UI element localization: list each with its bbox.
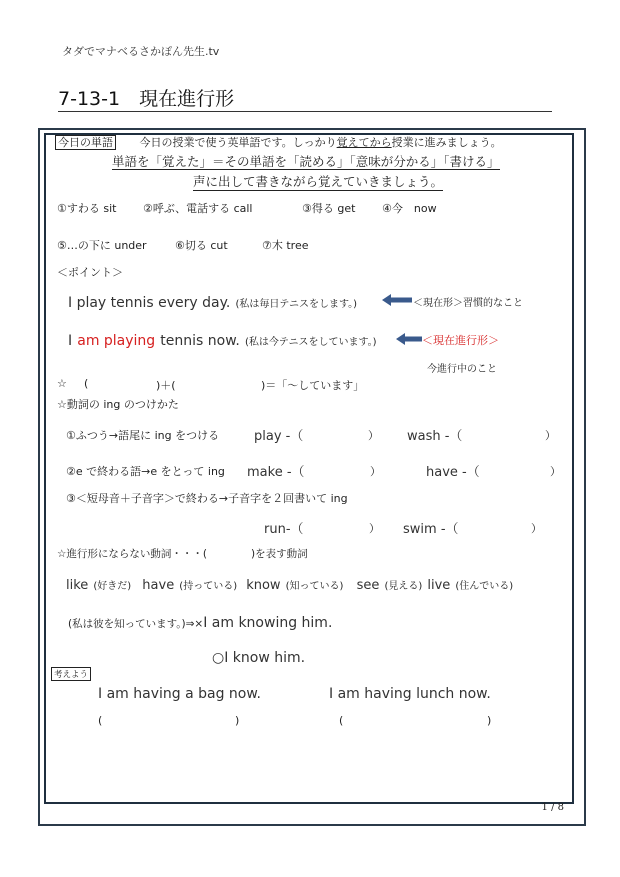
rule-3: ③＜短母音＋子音字＞で終わる→子音字を２回書いて ing [66, 492, 348, 505]
wrong-example-en: I am knowing him. [203, 615, 333, 631]
example-prog-ja: (私は今テニスをしています。) [244, 337, 377, 348]
rule2-have: have -（ [426, 465, 480, 480]
page-title: 7-13-1 現在進行形 [58, 88, 235, 110]
rule1-wash: wash -（ [407, 429, 463, 444]
intro-line2-meaning: 意味が分かる [355, 154, 431, 169]
progressive-note-2: 今進行中のこと [427, 364, 497, 375]
vocab-get: ③得る get [302, 202, 356, 215]
page-number: 1 / 8 [541, 802, 564, 813]
formula-star: ☆ [57, 377, 67, 390]
progressive-note: ＜現在進行形＞ [422, 334, 499, 347]
rule3-run-close: ） [369, 522, 380, 535]
rule3-run: run-（ [264, 522, 304, 537]
rule-2: ②e で終わる語→e をとって ing [66, 465, 225, 478]
example-prog-i: I [68, 333, 73, 349]
think-answer-2-close: ) [487, 714, 492, 727]
rule-1: ①ふつう→語尾に ing をつける [66, 429, 220, 442]
site-name: タダでマナベるさかぽん先生.tv [62, 45, 220, 58]
intro-line2-b: 」「書ける」 [430, 154, 500, 169]
verb-have-ja: (持っている) [179, 581, 238, 592]
vocab-call: ②呼ぶ、電話する call [143, 202, 253, 215]
example-present-en: I play tennis every day. [68, 295, 231, 311]
verb-like: like [66, 578, 89, 593]
wrong-example-ja: (私は彼を知っています。)⇒× [68, 618, 204, 630]
vocab-tree: ⑦木 tree [262, 239, 309, 252]
think-answer-2-open: ( [339, 714, 344, 727]
present-note: ＜現在形＞習慣的なこと [413, 298, 523, 309]
vocab-cut: ⑥切る cut [175, 239, 228, 252]
no-prog-heading-a: ☆進行形にならない動詞・・・( [57, 548, 208, 560]
intro-text-underlined: 覚えてから [336, 136, 392, 149]
verb-know-ja: (知っている) [285, 581, 344, 592]
no-prog-heading-b: )を表す動詞 [251, 548, 308, 560]
vocab-sit: ①すわる sit [57, 202, 117, 215]
rule3-swim-close: ） [531, 522, 542, 535]
verb-like-ja: (好きだ) [93, 581, 132, 592]
verb-live-ja: (住んでいる) [455, 581, 514, 592]
verb-see: see [356, 578, 380, 593]
intro-line2-a: 単語を「覚えた」＝その単語を「読める」「 [112, 154, 356, 169]
verb-live: live [427, 578, 451, 593]
intro-text-b: 授業に進みましょう。 [391, 136, 502, 149]
formula-open: ( [84, 377, 89, 390]
rule2-have-close: ） [550, 465, 561, 478]
rule1-play: play -（ [254, 429, 304, 444]
title-divider [58, 111, 552, 112]
example-prog-verb: am playing [77, 333, 156, 349]
example-present-ja: (私は毎日テニスをします。) [235, 299, 358, 310]
right-example: ○I know him. [212, 650, 306, 666]
arrow-left-icon [396, 333, 422, 345]
wrong-example [68, 612, 332, 631]
intro-line-2 [112, 152, 500, 170]
intro-line [55, 134, 502, 150]
no-prog-verbs [66, 574, 513, 593]
think-answer-1-open: ( [98, 714, 103, 727]
example-present [68, 292, 357, 311]
think-tag: 考えよう [51, 667, 91, 681]
vocab-under: ⑤…の下に under [57, 239, 147, 252]
ing-heading: ☆動詞の ing のつけかた [57, 398, 179, 411]
intro-text-a: 今日の授業で使う英単語です。しっかり [139, 136, 337, 149]
today-words-tag: 今日の単語 [55, 135, 116, 150]
rule3-swim: swim -（ [403, 522, 459, 537]
example-prog-rest: tennis now. [160, 333, 240, 349]
rule1-wash-close: ） [545, 429, 556, 442]
point-heading: ＜ポイント＞ [57, 266, 123, 279]
formula-equals: )＝「〜しています」 [261, 379, 365, 392]
arrow-left-icon [382, 294, 412, 306]
verb-know: know [246, 578, 281, 593]
rule2-make: make -（ [247, 465, 305, 480]
verb-have: have [142, 578, 175, 593]
example-progressive [68, 330, 377, 349]
rule2-make-close: ） [370, 465, 381, 478]
intro-line-3: 声に出して書きながら覚えていきましょう。 [193, 174, 444, 189]
no-prog-heading [57, 546, 308, 561]
think-answer-1-close: ) [235, 714, 240, 727]
think-sentence-1: I am having a bag now. [98, 686, 261, 702]
rule1-play-close: ） [368, 429, 379, 442]
verb-see-ja: (見える) [384, 581, 423, 592]
vocab-now: ④今 now [382, 202, 437, 215]
think-sentence-2: I am having lunch now. [329, 686, 491, 702]
formula-plus: )＋( [156, 379, 176, 392]
